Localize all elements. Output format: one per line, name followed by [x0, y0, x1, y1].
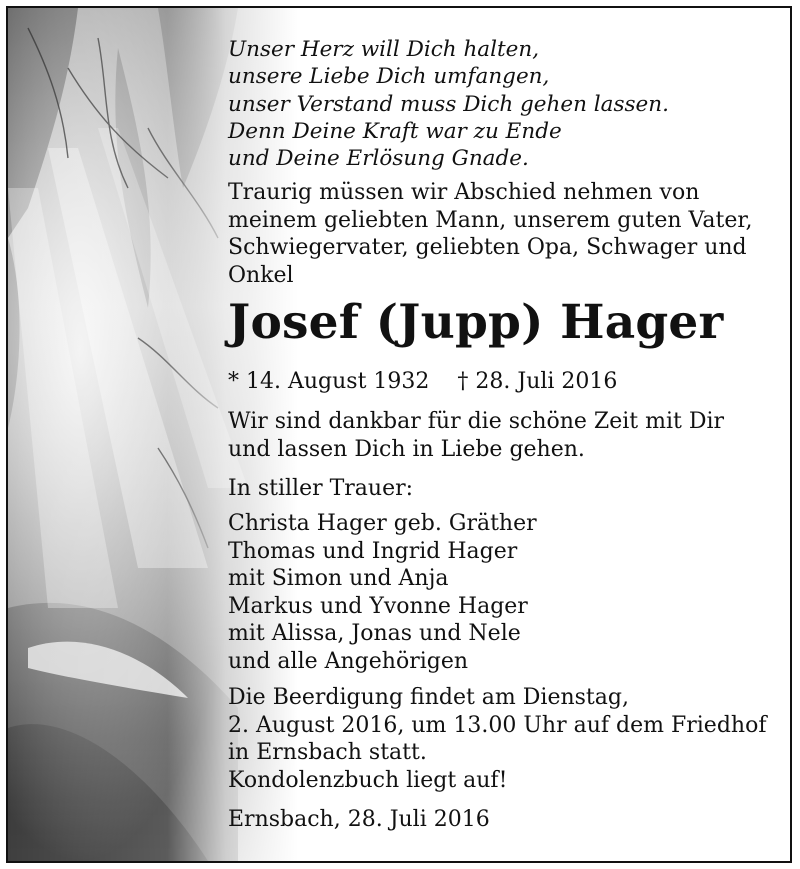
- deceased-name: Josef (Jupp) Hager: [228, 295, 724, 350]
- poem-line: und Deine Erlösung Gnade.: [228, 146, 529, 172]
- gratitude-line: Wir sind dankbar für die schöne Zeit mit Dir: [228, 409, 725, 434]
- life-dates: [228, 368, 617, 395]
- funeral-line: Die Beerdigung findet am Dienstag,: [228, 685, 629, 710]
- gratitude-line: und lassen Dich in Liebe gehen.: [228, 436, 585, 462]
- intro-line: meinem geliebten Mann, unserem guten Vater,: [228, 207, 753, 233]
- mourner-line: Thomas und Ingrid Hager: [228, 538, 518, 564]
- funeral-info: [228, 684, 766, 794]
- poem-line: Denn Deine Kraft war zu Ende: [228, 118, 562, 144]
- poem-line: Unser Herz will Dich halten,: [228, 37, 540, 62]
- intro-line: Schwiegervater, geliebten Opa, Schwager und: [228, 235, 747, 261]
- mourner-line: mit Alissa, Jonas und Nele: [228, 621, 521, 647]
- poem: [228, 36, 669, 172]
- mourner-line: und alle Angehörigen: [228, 648, 469, 674]
- funeral-line: Kondolenzbuch liegt auf!: [228, 767, 508, 793]
- obituary-card: [6, 6, 792, 863]
- mourning-heading: [228, 475, 413, 503]
- mourner-line: Markus und Yvonne Hager: [228, 593, 528, 619]
- mourners-list: [228, 510, 537, 676]
- intro-line: Traurig müssen wir Abschied nehmen von: [228, 180, 700, 205]
- funeral-line: 2. August 2016, um 13.00 Uhr auf dem Friedhof: [228, 712, 767, 738]
- poem-line: unser Verstand muss Dich gehen lassen.: [228, 91, 669, 117]
- funeral-line: in Ernsbach statt.: [228, 740, 427, 766]
- place-date-text: Ernsbach, 28. Juli 2016: [228, 807, 490, 832]
- mourner-line: Christa Hager geb. Gräther: [228, 511, 537, 536]
- mourning-heading-text: In stiller Trauer:: [228, 476, 414, 501]
- birth-date: * 14. August 1932: [228, 369, 430, 394]
- intro-text: [228, 179, 752, 289]
- gratitude-text: [228, 408, 724, 463]
- intro-line: Onkel: [228, 262, 294, 288]
- mourner-line: mit Simon und Anja: [228, 566, 449, 592]
- poem-line: unsere Liebe Dich umfangen,: [228, 64, 550, 90]
- death-date: † 28. Juli 2016: [457, 369, 618, 394]
- place-date: [228, 806, 490, 834]
